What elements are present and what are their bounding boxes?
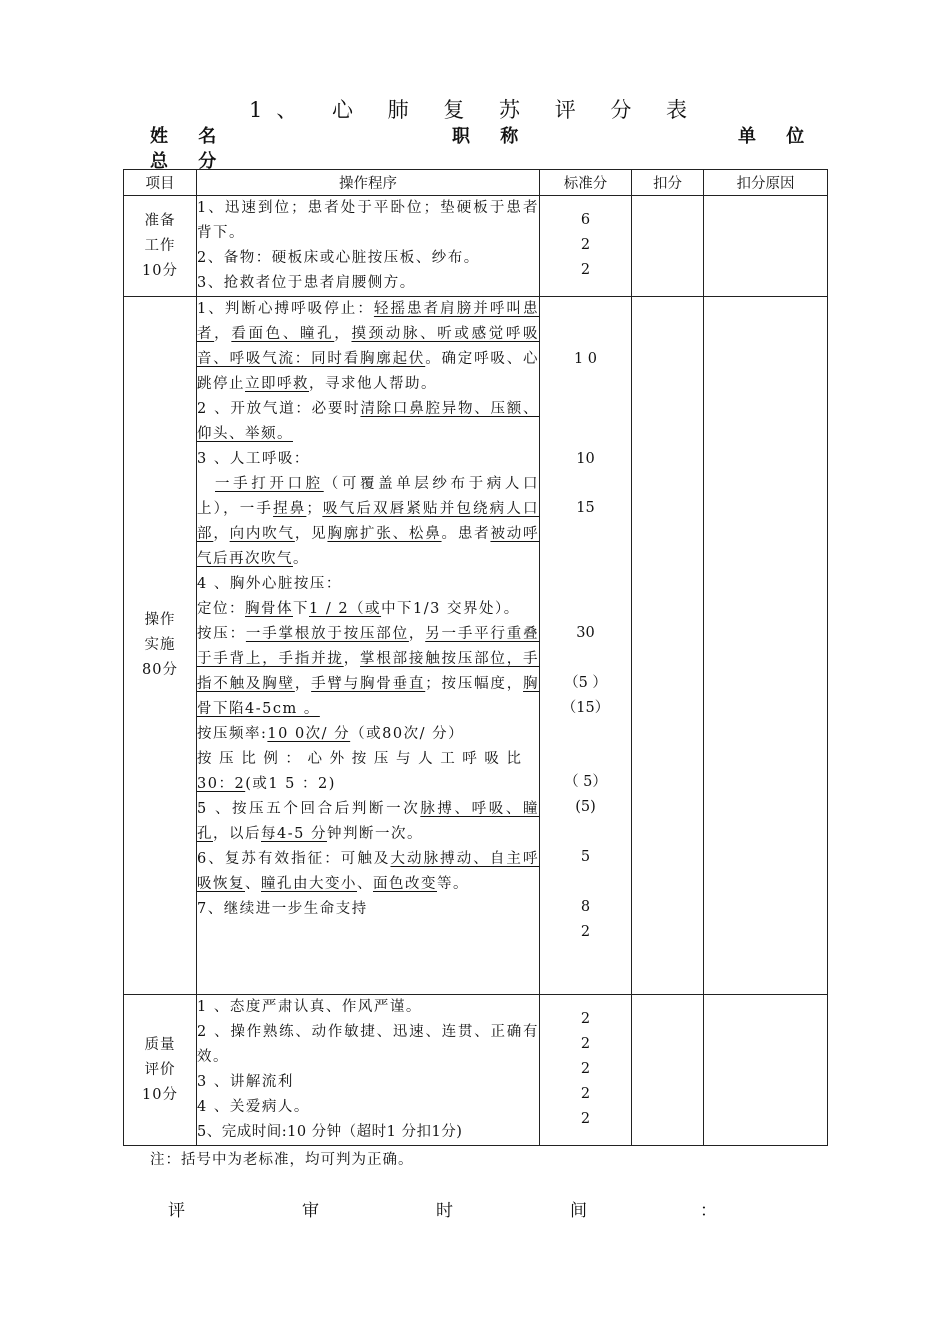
deduction-reason-cell[interactable] bbox=[704, 297, 828, 995]
step-text: 1 、态度严肃认真、作风严谨。 bbox=[197, 999, 422, 1015]
step-5: 5 、按压五个回合后判断一次脉搏、呼吸、瞳孔，以后每4-5 分钟判断一次。 bbox=[197, 801, 539, 842]
footer-char: 间 bbox=[570, 1201, 587, 1221]
col-standard-score: 标准分 bbox=[540, 170, 632, 196]
score-value: 2 bbox=[580, 1086, 591, 1102]
col-deduction-reason: 扣分原因 bbox=[704, 170, 828, 196]
cpr-score-table bbox=[123, 169, 828, 1146]
footer-char: 评 bbox=[168, 1201, 185, 1221]
deduction-cell[interactable] bbox=[632, 196, 704, 297]
step-text: 3 、讲解流利 bbox=[197, 1074, 294, 1090]
step-6: 6、复苏有效指征：可触及大动脉搏动、自主呼吸恢复、瞳孔由大变小、面色改变等。 bbox=[197, 851, 539, 892]
step-text: 5、完成时间:10 分钟（超时1 分扣1分) bbox=[197, 1124, 463, 1140]
col-deduction: 扣分 bbox=[632, 170, 704, 196]
step-1: 1、判断心搏呼吸停止：轻摇患者肩膀并呼叫患者，看面色、瞳孔，摸颈动脉、听或感觉呼吸音、呼吸气流：同时看胸廓起伏。确定呼吸、心跳停止立即呼救，寻求他人帮助。 bbox=[197, 301, 540, 392]
score-value: 2 bbox=[580, 1011, 591, 1027]
score-value: 10 bbox=[576, 451, 595, 467]
score-value: 6 bbox=[580, 212, 591, 228]
procedure-quality bbox=[197, 995, 540, 1146]
step-2: 2 、开放气道：必要时清除口鼻腔异物、压额、仰头、举颏。 bbox=[197, 401, 539, 442]
deduction-reason-cell[interactable] bbox=[704, 995, 828, 1146]
category-quality: 质量 评价 10分 bbox=[124, 995, 197, 1146]
score-value: 2 bbox=[580, 924, 591, 940]
step-text: 3、抢救者位于患者肩腰侧方。 bbox=[197, 275, 416, 291]
score-value: (5) bbox=[575, 799, 596, 815]
procedure-preparation bbox=[197, 196, 540, 297]
score-value: 2 bbox=[580, 262, 591, 278]
step-text: 1、迅速到位；患者处于平卧位；垫硬板于患者背下。 bbox=[197, 200, 539, 241]
score-value: （ 5） bbox=[564, 774, 607, 790]
score-value: 8 bbox=[580, 899, 591, 915]
step-4-rate: 按压频率:10 0次/ 分（或80次/ 分） bbox=[197, 726, 465, 742]
unit-label: 单 位 bbox=[738, 126, 817, 147]
step-text: 2、备物：硬板床或心脏按压板、纱布。 bbox=[197, 250, 480, 266]
total-score-label: 总 分 bbox=[150, 151, 229, 172]
step-4-compression: 按压：一手掌根放于按压部位，另一手平行重叠于手背上，手指并拢，掌根部接触按压部位，手指不触及胸壁，手臂与胸骨垂直；按压幅度，胸骨下陷4-5cm 。 bbox=[197, 626, 540, 717]
step-4-ratio: 按 压 比 例 ： 心 外 按 压 与 人 工 呼 吸 比 30：2(或1 5 ：2) bbox=[197, 751, 523, 792]
name-label: 姓 名 bbox=[150, 126, 229, 147]
score-value: （15） bbox=[561, 700, 610, 716]
score-value: 5 bbox=[580, 849, 591, 865]
step-3-detail: 一手打开口腔（可覆盖单层纱布于病人口上），一手捏鼻；吸气后双唇紧贴并包绕病人口部，向内吹气，见胸廓扩张、松鼻。患者被动呼气后再次吹气。 bbox=[197, 476, 540, 567]
table-row-quality bbox=[124, 995, 828, 1146]
score-value: 1 0 bbox=[573, 351, 598, 367]
category-operation: 操作 实施 80分 bbox=[124, 297, 197, 995]
step-7: 7、继续进一步生命支持 bbox=[197, 901, 368, 917]
footnote: 注：括号中为老标准，均可判为正确。 bbox=[150, 1152, 414, 1168]
procedure-operation bbox=[197, 297, 540, 995]
score-value: 2 bbox=[580, 237, 591, 253]
category-preparation: 准备 工作 10分 bbox=[124, 196, 197, 297]
step-4: 4 、胸外心脏按压： bbox=[197, 576, 342, 592]
scores-preparation bbox=[540, 196, 632, 297]
footer-char: 审 bbox=[302, 1201, 319, 1221]
step-3: 3 、人工呼吸： bbox=[197, 451, 310, 467]
score-value: 2 bbox=[580, 1061, 591, 1077]
table-row-preparation bbox=[124, 196, 828, 297]
footer-char: ： bbox=[700, 1201, 717, 1221]
step-text: 4 、关爱病人。 bbox=[197, 1099, 310, 1115]
deduction-cell[interactable] bbox=[632, 995, 704, 1146]
score-value: 30 bbox=[576, 625, 595, 641]
step-text: 2 、操作熟练、动作敏捷、迅速、连贯、正确有效。 bbox=[197, 1024, 539, 1065]
score-value: 15 bbox=[576, 500, 595, 516]
step-4-position: 定位：胸骨体下1 / 2（或中下1/3 交界处）。 bbox=[197, 601, 520, 617]
footer-char: 时 bbox=[436, 1201, 453, 1221]
score-value: 2 bbox=[580, 1036, 591, 1052]
col-item: 项目 bbox=[124, 170, 197, 196]
page-title: 1、 心 肺 复 苏 评 分 表 bbox=[248, 98, 702, 122]
score-value: （5 ） bbox=[564, 675, 607, 691]
deduction-reason-cell[interactable] bbox=[704, 196, 828, 297]
table-header-row bbox=[124, 170, 828, 196]
table-row-operation bbox=[124, 297, 828, 995]
score-value: 2 bbox=[580, 1111, 591, 1127]
position-label: 职 称 bbox=[452, 126, 531, 147]
scores-operation bbox=[540, 297, 632, 995]
scores-quality bbox=[540, 995, 632, 1146]
col-procedure: 操作程序 bbox=[197, 170, 540, 196]
deduction-cell[interactable] bbox=[632, 297, 704, 995]
